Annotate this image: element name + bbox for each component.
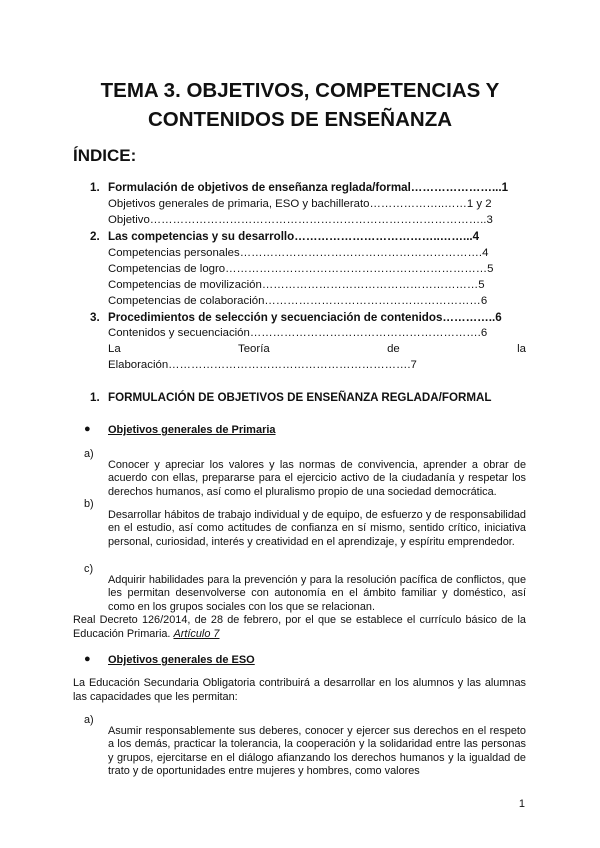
item-text: Adquirir habilidades para la prevención y para la resolución pacífica de conflictos, que les permitan desenvolverse con autonomía en el ámbito familiar y doméstico, así como en los grupos sociales con los que se relacionan.	[108, 573, 526, 613]
toc-item-competencias-personales[interactable]: Competencias personales……………………………………………………….4	[108, 247, 489, 259]
toc-section-1-number: 1.	[90, 181, 100, 194]
item-text: Conocer y apreciar los valores y las normas de convivencia, aprender a obrar de acuerdo con ellas, prepararse para el ejercicio activo de la ciudadanía y respetar los derechos humanos, así como el pluralismo propio de una sociedad democrática.	[108, 458, 526, 498]
toc-item-contenidos-secuenciacion[interactable]: Contenidos y secuenciación…………………………………………………….6	[108, 327, 488, 339]
decree-text: Real Decreto 126/2014, de 28 de febrero, por el que se establece el currículo básico de la Educación Primaria.	[73, 614, 526, 640]
toc-item-competencias-movilizacion[interactable]: Competencias de movilización…………………………………………………5	[108, 279, 485, 291]
item-label: b)	[84, 498, 94, 510]
item-text: Asumir responsablemente sus deberes, conocer y ejercer sus derechos en el respeto a los demás, practicar la tolerancia, la cooperación y la solidaridad entre las personas y grupos, ejercitarse en el diálogo afianzando los derechos humanos y la igualdad de trato y de oportunidades entre mujeres y hombres, como valores	[108, 724, 526, 778]
item-text: Desarrollar hábitos de trabajo individual y de equipo, de esfuerzo y de responsabilidad en el estudio, así como actitudes de confianza en sí mismo, sentido crítico, iniciativa personal, curiosidad, interés y creatividad en el aprendizaje, y espíritu emprendedor.	[108, 508, 526, 548]
primaria-heading-text: Objetivos generales de Primaria	[108, 424, 276, 436]
toc-item-competencias-logro[interactable]: Competencias de logro……………………………………………………………5	[108, 263, 494, 275]
bullet-icon: ●	[84, 653, 91, 665]
primaria-heading	[84, 423, 276, 436]
section-1-title: FORMULACIÓN DE OBJETIVOS DE ENSEÑANZA REGLADA/FORMAL	[108, 391, 492, 404]
item-label: a)	[84, 714, 94, 726]
document-title	[60, 76, 540, 134]
toc-item-teoria-elaboracion[interactable]	[108, 343, 526, 355]
toc-word-la: La	[108, 343, 121, 355]
section-1-number: 1.	[90, 391, 100, 404]
title-line-2: CONTENIDOS DE ENSEÑANZA	[147, 108, 453, 131]
toc-item-competencias-colaboracion[interactable]: Competencias de colaboración…………………………………………………6	[108, 295, 488, 307]
toc-section-2-text: Las competencias y su desarrollo………………………………..……...4	[108, 230, 480, 243]
page-number: 1	[518, 798, 525, 810]
toc-item-elaboracion-line2[interactable]: Elaboración……………………………………………………….7	[108, 359, 417, 371]
item-label: a)	[84, 448, 94, 460]
toc-item-objetivos-generales[interactable]: Objetivos generales de primaria, ESO y bachillerato………………..……1 y 2	[108, 198, 492, 210]
bullet-icon: ●	[84, 423, 91, 435]
toc-section-3-number: 3.	[90, 311, 100, 324]
primaria-item-b	[84, 498, 526, 560]
toc-section-1-text: Formulación de objetivos de enseñanza reglada/formal…………………...1	[108, 181, 509, 194]
decree-reference	[73, 614, 526, 641]
toc-word-la-2: la	[517, 343, 526, 355]
eso-item-a	[84, 714, 526, 790]
index-heading: ÍNDICE:	[73, 146, 137, 165]
eso-heading	[84, 653, 255, 666]
toc-word-teoria: Teoría	[238, 343, 270, 355]
articulo-7-link[interactable]: Artículo 7	[173, 627, 220, 640]
toc-section-2-number: 2.	[90, 230, 100, 243]
toc-section-3-text: Procedimientos de selección y secuenciación de contenidos…………..6	[108, 311, 502, 324]
eso-intro-text: La Educación Secundaria Obligatoria contribuirá a desarrollar en los alumnos y las alumnas las capacidades que les permitan:	[73, 677, 526, 703]
toc-item-objetivo[interactable]: Objetivo……………………………………………………………………………..3	[108, 214, 493, 226]
eso-heading-text: Objetivos generales de ESO	[108, 654, 255, 666]
title-line-1: TEMA 3. OBJETIVOS, COMPETENCIAS Y	[100, 79, 500, 102]
item-label: c)	[84, 563, 94, 575]
toc-word-de: de	[387, 343, 400, 355]
eso-intro	[73, 677, 526, 704]
